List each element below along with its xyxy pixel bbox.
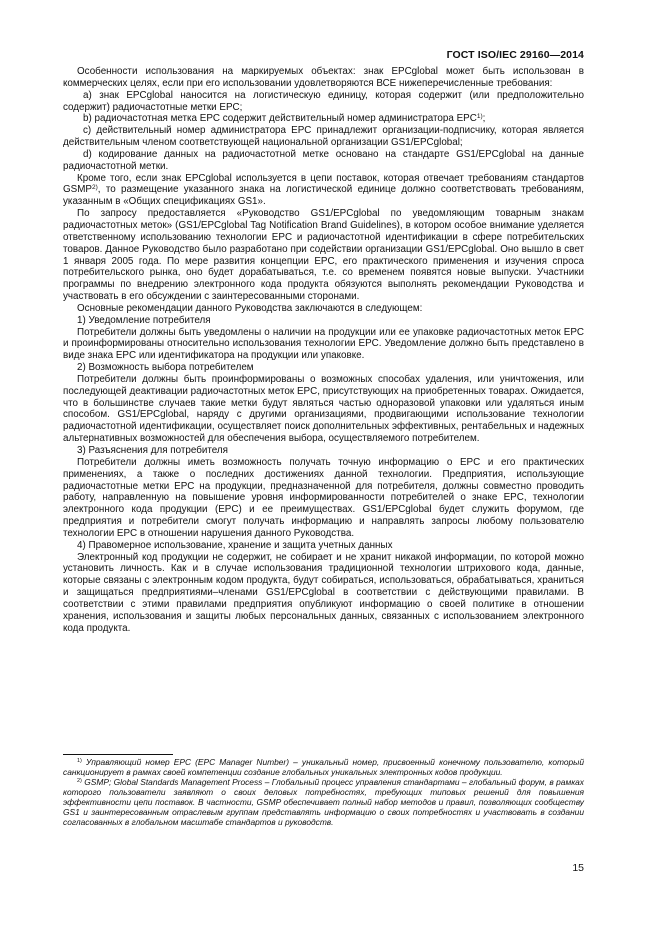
- page-number: 15: [572, 862, 584, 874]
- footnote-1-text: Управляющий номер EPC (EPC Manager Number) – уникальный номер, присвоенный конечному пользователю, который санкционирует в рамках своей компетенции создание глобальных уникальных электронных кодов продукции.: [63, 757, 585, 777]
- footnote-1: [63, 757, 584, 777]
- paragraph-gsmp-start: Кроме того, если знак EPCglobal используется в цепи поставок, которая отвечает требованиям стандартов GSMP: [63, 172, 584, 196]
- paragraph-recommendations: Основные рекомендации данного Руководства заключаются в следующем:: [77, 302, 423, 314]
- paragraph-gsmp-end: , то размещение указанного знака на логистической единице должно соответствовать требованиям, указанным в «Общих спецификациях GS1».: [63, 184, 584, 208]
- footnotes: [63, 757, 584, 827]
- document-body: [63, 66, 584, 635]
- document-header: ГОСТ ISO/IEC 29160—2014: [446, 49, 584, 61]
- list-item-c: с) действительный номер администратора EPC принадлежит организации-подписчику, которая является действительным членом соответствующей национальной организации GS1/EPCglobal;: [63, 125, 584, 149]
- section-3-title: 3) Разъяснения для потребителя: [77, 445, 228, 456]
- section-4-text: Электронный код продукции не содержит, не собирает и не хранит никакой информации, по которой можно установить личность. Как и в случае использования традиционной технологии штрихового кода, данные, которые связаны с электронным кодом продукта, будут собираться, использоваться, обрабатываться, храниться и защищаться предприятиями–членами GS1/EPCglobal в соответствии с действующими правилами. В соответствии с этими правилами предприятия опубликуют информацию о своей политике в отношении хранения, использования и защиты любых персональных данных, связанных с использованием электронного кода продукта.: [63, 551, 584, 634]
- list-item-b: [63, 113, 584, 125]
- footnote-1-mark: 1): [77, 758, 82, 764]
- list-item-a: а) знак EPCglobal наносится на логистическую единицу, которая содержит (или предположительно содержит) радиочастотные метки EPC;: [63, 89, 584, 113]
- section-1-title: 1) Уведомление потребителя: [77, 314, 211, 326]
- section-2-text: Потребители должны быть проинформированы о возможных способах удаления, или уничтожения, или последующей деактивации радиочастотных меток EPC, присутствующих на приобретенных товарах. Ожидается, что в большинстве случаев такие метки будут являться частью одноразовой упаковки или удаляться иным способом. GS1/EPCglobal, наряду с другими организациями, продвигающими использование технологии радиочастотной идентификации, осуществляет поиск дополнительных эффективных, рентабельных и надежных альтернативных возможностей для обеспечения выбора, осуществляемого потребителем.: [63, 373, 584, 445]
- list-item-d: d) кодирование данных на радиочастотной метке основано на стандарте GS1/EPCglobal на данные радиочастотной метки.: [63, 148, 584, 172]
- section-3-text: Потребители должны иметь возможность получать точную информацию о EPC и его практических применениях, а также о последних достижениях данной технологии. Предприятия, использующие радиочастотные метки EPC на продукции, предназначенной для потребителя, должны совместно проводить работу, направленную на повышение уровня информированности потребителей о знаке EPC, технологии электронного кода продукции (EPC) и ее преимуществах. GS1/EPCglobal будет служить форумом, где предприятия и потребители смогут получать информацию и направлять запросы любому пользователю технологии EPC в отношении нарушения данного Руководства.: [63, 456, 584, 539]
- section-1-text: Потребители должны быть уведомлены о наличии на продукции или ее упаковке радиочастотных меток EPC и проинформированы относительно использования технологии EPC. Уведомление должно быть представлено в виде знака EPC или идентификатора на продукции или упаковке.: [63, 326, 584, 362]
- list-item-b-end: ;: [482, 113, 486, 125]
- section-4-title: 4) Правомерное использование, хранение и защита учетных данных: [77, 539, 393, 551]
- section-2-title: 2) Возможность выбора потребителем: [77, 362, 254, 374]
- list-item-b-text: b) радиочастотная метка EPC содержит действительный номер администратора EPC: [83, 113, 477, 125]
- footnote-2-text: GSMP; Global Standards Management Process – Глобальный процесс управления стандартами – глобальный форум, в рамках которого пользователи заявляют о своих деловых потребностях, требующих типовых решений для повышения эффективности цепи поставок. В частности, GSMP обеспечивает полный набор методов и правил, позволяющих сообществу GS1 и заинтересованным отраслевым группам представлять информацию о своих потребностях и участвовать в создании согласованных в глобальном масштабе стандартов и руководств.: [63, 777, 584, 827]
- paragraph-intro: Особенности использования на маркируемых объектах: знак EPCglobal может быть использован в коммерческих целях, если при его использовании удовлетворяются ВСЕ нижеперечисленные требования:: [63, 66, 584, 89]
- footnote-2: [63, 777, 584, 827]
- paragraph-gsmp: [63, 173, 584, 209]
- footnote-2-mark: 2): [77, 778, 82, 784]
- footnote-divider: [63, 754, 173, 755]
- footnote-ref-1: 1): [476, 113, 483, 121]
- paragraph-guidelines: По запросу предоставляется «Руководство GS1/EPCglobal по уведомляющим товарным знакам радиочастотных меток» (GS1/EPCglobal Tag Notification Brand Guidelines), в котором особое внимание уделяется ответственному использованию технологии EPC и радиочастотной идентификации в сфере потребительских товаров. Данное Руководство было разработано при содействии организации GS1/EPCglobal. Оно вышло в свет 1 января 2005 года. По мере развития концепции EPC, его практического применения и изучения спроса потребительского рынка, оно будет дорабатываться, т.е. со временем появятся новые выпуски. Участники программы по внедрению электронного кода продукта обязуются выполнять рекомендации Руководства и участвовать в его обсуждении с заинтересованными сторонами.: [63, 208, 584, 303]
- footnote-ref-2: 2): [92, 184, 98, 192]
